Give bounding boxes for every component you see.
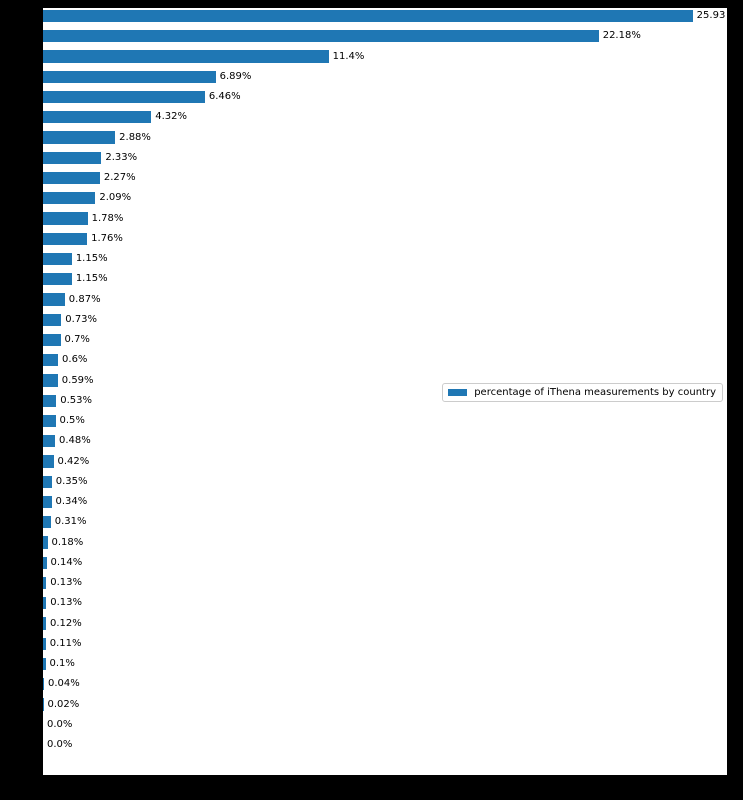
- bar: [43, 658, 46, 670]
- bar-value-label: 2.33%: [105, 151, 138, 163]
- bar-row: [43, 168, 727, 188]
- bar-row: [43, 26, 727, 46]
- bar-row: [43, 330, 727, 350]
- bar: [43, 334, 61, 346]
- bar-row: [43, 674, 727, 694]
- bar-value-label: 0.04%: [48, 678, 80, 690]
- bar-row: [43, 492, 727, 512]
- bar-value-label: 4.32%: [155, 111, 188, 123]
- bar-value-label: 1.15%: [75, 253, 108, 264]
- bar-row: [43, 391, 727, 411]
- bar-value-label: 0.31%: [54, 516, 87, 528]
- bar-row: [43, 8, 727, 26]
- bar: [43, 617, 46, 629]
- bar-value-label: 11.4%: [332, 50, 365, 62]
- bar: [43, 233, 87, 245]
- bar: [43, 131, 115, 143]
- bar-value-label: 1.76%: [91, 232, 123, 244]
- bar: [43, 253, 72, 265]
- bar: [43, 172, 100, 184]
- bar: [43, 698, 44, 710]
- bar-row: [43, 249, 727, 269]
- bar-value-label: 0.18%: [51, 536, 84, 548]
- bar-value-label: 0.87%: [68, 293, 101, 305]
- bar-value-label: 2.27%: [103, 172, 136, 183]
- bar-value-label: 0.53%: [60, 394, 93, 406]
- bar-value-label: 0.12%: [50, 617, 82, 629]
- bar-row: [43, 573, 727, 593]
- bar-value-label: 0.11%: [49, 637, 82, 649]
- bar-value-label: 0.48%: [59, 435, 91, 447]
- bar-row: [43, 654, 727, 674]
- legend-label: percentage of iThena measurements by country: [474, 386, 716, 398]
- bar: [43, 10, 693, 22]
- bar-row: [43, 208, 727, 228]
- bar-row: [43, 269, 727, 289]
- bar-value-label: 0.1%: [49, 658, 75, 669]
- bar: [43, 496, 52, 508]
- bar-row: [43, 593, 727, 613]
- bar-row: [43, 310, 727, 330]
- bar-row: [43, 411, 727, 431]
- bar-value-label: 0.7%: [64, 334, 90, 345]
- bar-row: [43, 613, 727, 633]
- bar-value-label: 1.15%: [75, 273, 108, 285]
- bar-row: [43, 289, 727, 309]
- bar-row: [43, 715, 727, 735]
- bar-value-label: 2.09%: [99, 192, 132, 204]
- bar-value-label: 0.14%: [50, 556, 83, 568]
- bar-row: [43, 87, 727, 107]
- bar-value-label: 6.89%: [219, 70, 252, 82]
- bar-value-label: 1.78%: [91, 212, 124, 224]
- bar: [43, 212, 88, 224]
- bar: [43, 455, 54, 467]
- bar: [43, 415, 56, 427]
- bar-value-label: 0.0%: [47, 739, 73, 750]
- bar: [43, 50, 329, 62]
- bar: [43, 395, 56, 407]
- bar-value-label: 0.0%: [47, 718, 73, 730]
- bar: [43, 374, 58, 386]
- bar-row: [43, 735, 727, 755]
- bar-row: [43, 46, 727, 66]
- bar-row: [43, 472, 727, 492]
- bar: [43, 293, 65, 305]
- bar: [43, 577, 46, 589]
- bar-row: [43, 634, 727, 654]
- bar-row: [43, 107, 727, 127]
- bar: [43, 557, 47, 569]
- bar: [43, 435, 55, 447]
- bar-value-label: 22.18%: [602, 30, 641, 42]
- bar: [43, 638, 46, 650]
- bar-value-label: 0.59%: [61, 374, 94, 386]
- bar-row: [43, 451, 727, 471]
- bar-value-label: 0.35%: [55, 475, 88, 487]
- bar-row: [43, 188, 727, 208]
- plot-area: [43, 8, 727, 775]
- bar-row: [43, 532, 727, 552]
- bar-row: [43, 370, 727, 390]
- bar: [43, 536, 48, 548]
- bar-value-label: 0.02%: [47, 698, 80, 710]
- bar: [43, 30, 599, 42]
- bar-row: [43, 553, 727, 573]
- bar-row: [43, 431, 727, 451]
- bar-value-label: 0.34%: [55, 496, 88, 507]
- bar: [43, 314, 61, 326]
- bar-row: [43, 694, 727, 714]
- bar-value-label: 0.13%: [50, 577, 83, 588]
- bar: [43, 476, 52, 488]
- bar-row: [43, 512, 727, 532]
- bar-value-label: 0.13%: [50, 597, 83, 609]
- bar-value-label: 0.6%: [62, 354, 88, 366]
- bar-row: [43, 127, 727, 147]
- bar-value-label: 0.42%: [57, 455, 90, 467]
- bar-value-label: 0.73%: [65, 313, 98, 325]
- bar: [43, 273, 72, 285]
- bar-row: [43, 229, 727, 249]
- bar-row: [43, 148, 727, 168]
- bar-value-label: 0.5%: [59, 415, 85, 426]
- bar: [43, 678, 44, 690]
- bar-value-label: 2.88%: [119, 131, 151, 143]
- bar: [43, 71, 216, 83]
- bar-value-label: 25.93: [696, 10, 726, 21]
- bar: [43, 91, 205, 103]
- bar: [43, 152, 101, 164]
- bar: [43, 597, 46, 609]
- bar: [43, 516, 51, 528]
- bar-row: [43, 67, 727, 87]
- bar: [43, 192, 95, 204]
- bar-value-label: 6.46%: [208, 91, 241, 102]
- bar-row: [43, 350, 727, 370]
- bar: [43, 354, 58, 366]
- bar: [43, 111, 151, 123]
